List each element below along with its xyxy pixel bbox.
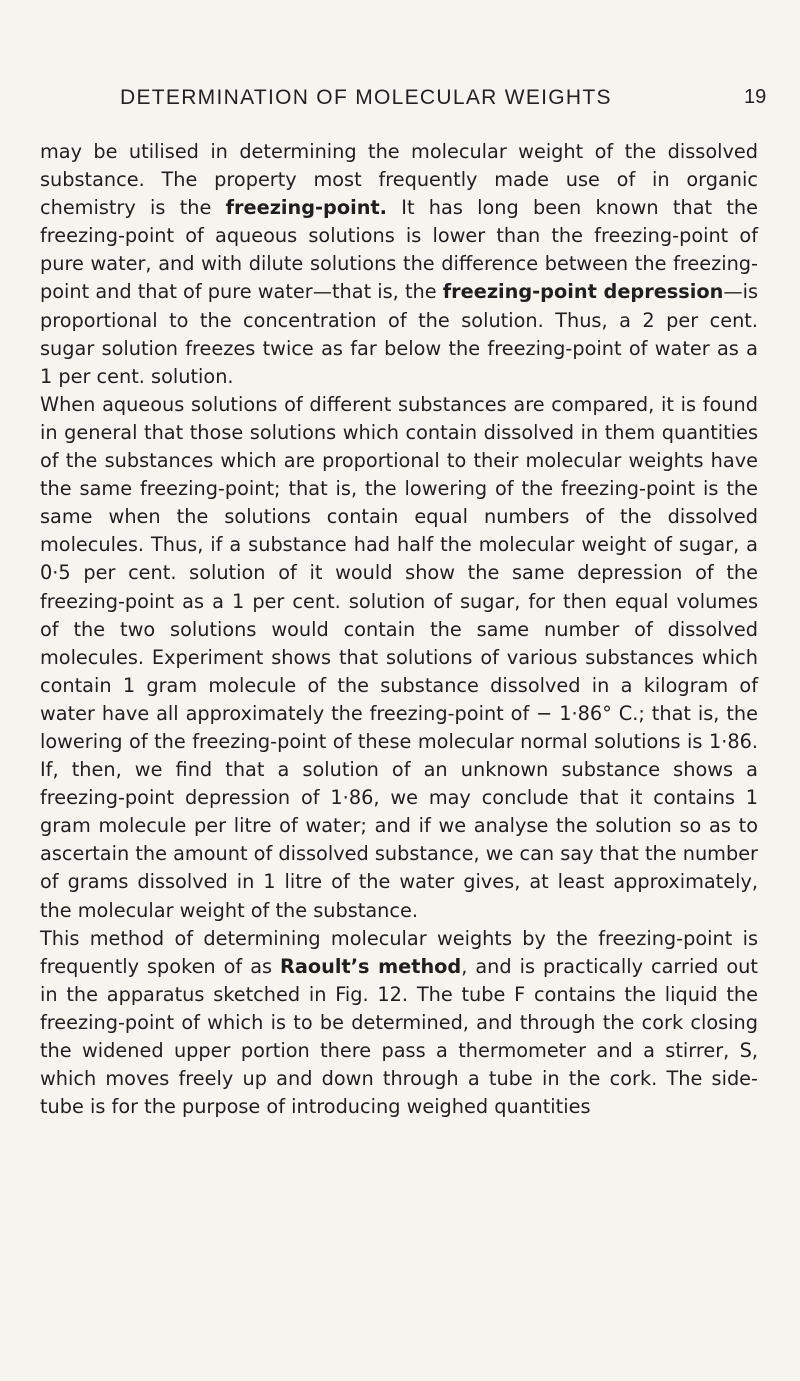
paragraph-1-text: It has long been known that the freezing-point of aqueous solutions is lower than the freezing-point of pure water, and with dilute solutions the difference between the freezing-point and that of pure water—that is, the xyxy=(40,196,758,304)
body-text xyxy=(40,138,758,1121)
paragraph-1-text: may be utilised in determining the molecular weight of the dissolved substance. The property most frequently made use of in organic chemistry is the xyxy=(40,140,758,220)
term-freezing-point-depression: freezing-point depression xyxy=(442,280,724,304)
running-head: DETERMINATION OF MOLECULAR WEIGHTS xyxy=(120,86,612,109)
page-header xyxy=(0,86,800,116)
paragraph-3-text: , and is practically carried out in the apparatus sketched in Fig. 12. The tube F contains the liquid the freezing-point of which is to be determined, and through the cork closing the widened upper portion there pass a thermometer and a stirrer, S, which moves freely up and down through a tube in the cork. The side-tube is for the purpose of introducing weighed quantities xyxy=(40,954,758,1119)
page-number: 19 xyxy=(744,86,767,108)
paragraph-1-text: —is proportional to the concentration of the solution. Thus, a 2 per cent. sugar solution freezes twice as far below the freezing-point of water as a 1 per cent. solution. xyxy=(40,280,759,388)
term-freezing-point: freezing-point. xyxy=(225,196,387,220)
paragraph-2 xyxy=(40,391,758,925)
term-raoults-method: Raoult’s method xyxy=(280,954,462,978)
paragraph-1 xyxy=(40,138,758,391)
paragraph-3-text: This method of determining molecular weights by the freezing-point is frequently spoken of as xyxy=(40,926,758,978)
paragraph-2-text: When aqueous solutions of different substances are compared, it is found in general that those solutions which contain dissolved in them quantities of the substances which are proportional to their molecular weights have the same freezing-point; that is, the lowering of the freezing-point is the same when the solutions contain equal numbers of the dissolved molecules. Thus, if a substance had half the molecular weight of sugar, a 0·5 per cent. solution of it would show the same depression of the freezing-point as a 1 per cent. solution of sugar, for then equal volumes of the two solutions would contain the same number of dissolved molecules. Experiment shows that solutions of various substances which contain 1 gram molecule of the substance dissolved in a kilogram of water have all approximately the freezing-point of − 1·86° C.; that is, the lowering of the freezing-point of these molecular normal solutions is 1·86. If, then, we find that a solution of an unknown substance shows a freezing-point depression of 1·86, we may conclude that it contains 1 gram molecule per litre of water; and if we analyse the solution so as to ascertain the amount of dissolved substance, we can say that the number of grams dissolved in 1 litre of the water gives, at least approximately, the molecular weight of the substance. xyxy=(40,392,758,922)
paragraph-3 xyxy=(40,925,758,1122)
